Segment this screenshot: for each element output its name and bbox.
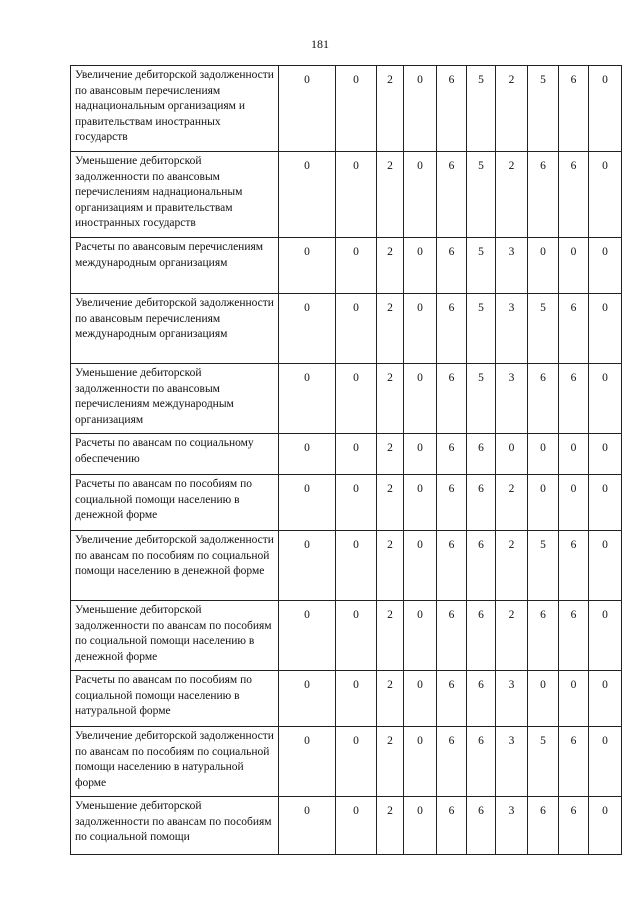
code-digit-3: 2: [377, 434, 404, 475]
code-digit-8: 0: [528, 475, 559, 531]
code-digit-4: 0: [404, 294, 437, 364]
code-digit-4: 0: [404, 434, 437, 475]
code-digit-9: 6: [559, 66, 589, 152]
row-label: Увеличение дебиторской задолженности по авансовым перечислениям международным организациям: [71, 294, 279, 364]
table-row: [71, 601, 622, 671]
row-label: Расчеты по авансам по социальному обеспечению: [71, 434, 279, 475]
code-digit-7: 3: [496, 797, 528, 855]
code-digit-6: 6: [467, 475, 496, 531]
code-digit-3: 2: [377, 238, 404, 294]
code-digit-6: 5: [467, 66, 496, 152]
row-label: Уменьшение дебиторской задолженности по авансам по пособиям по социальной помощи населению в денежной форме: [71, 601, 279, 671]
code-digit-3: 2: [377, 671, 404, 727]
code-digit-7: 3: [496, 294, 528, 364]
code-digit-5: 6: [437, 531, 467, 601]
code-digit-3: 2: [377, 475, 404, 531]
code-digit-9: 6: [559, 531, 589, 601]
code-digit-7: 3: [496, 364, 528, 434]
code-digit-6: 6: [467, 531, 496, 601]
code-digit-7: 2: [496, 531, 528, 601]
code-digit-10: 0: [589, 531, 622, 601]
code-digit-1: 0: [279, 66, 336, 152]
code-digit-6: 6: [467, 601, 496, 671]
code-digit-1: 0: [279, 364, 336, 434]
code-digit-4: 0: [404, 152, 437, 238]
code-digit-10: 0: [589, 66, 622, 152]
code-digit-4: 0: [404, 66, 437, 152]
row-label: Расчеты по авансам по пособиям по социальной помощи населению в натуральной форме: [71, 671, 279, 727]
code-digit-1: 0: [279, 531, 336, 601]
code-digit-3: 2: [377, 727, 404, 797]
row-label: Расчеты по авансам по пособиям по социальной помощи населению в денежной форме: [71, 475, 279, 531]
code-digit-8: 6: [528, 364, 559, 434]
code-digit-4: 0: [404, 601, 437, 671]
table-row: [71, 294, 622, 364]
code-digit-5: 6: [437, 434, 467, 475]
code-digit-6: 6: [467, 434, 496, 475]
code-digit-9: 6: [559, 727, 589, 797]
code-digit-7: 0: [496, 434, 528, 475]
code-digit-5: 6: [437, 294, 467, 364]
code-digit-5: 6: [437, 66, 467, 152]
code-digit-1: 0: [279, 727, 336, 797]
code-digit-10: 0: [589, 152, 622, 238]
code-digit-7: 2: [496, 475, 528, 531]
table-row: [71, 364, 622, 434]
code-digit-2: 0: [336, 294, 377, 364]
row-label: Уменьшение дебиторской задолженности по авансам по пособиям по социальной помощи: [71, 797, 279, 855]
code-digit-10: 0: [589, 671, 622, 727]
row-label: Увеличение дебиторской задолженности по авансовым перечислениям наднациональным организациям и правительствам иностранных государств: [71, 66, 279, 152]
code-digit-10: 0: [589, 364, 622, 434]
code-digit-2: 0: [336, 364, 377, 434]
table-row: [71, 238, 622, 294]
code-digit-3: 2: [377, 797, 404, 855]
table-row: [71, 531, 622, 601]
code-digit-5: 6: [437, 601, 467, 671]
code-digit-10: 0: [589, 797, 622, 855]
code-digit-8: 0: [528, 238, 559, 294]
code-digit-8: 6: [528, 797, 559, 855]
code-digit-2: 0: [336, 434, 377, 475]
code-digit-10: 0: [589, 434, 622, 475]
code-digit-1: 0: [279, 671, 336, 727]
table-row: [71, 152, 622, 238]
code-digit-9: 0: [559, 475, 589, 531]
code-digit-5: 6: [437, 364, 467, 434]
code-digit-10: 0: [589, 475, 622, 531]
code-digit-8: 5: [528, 531, 559, 601]
table-body: [71, 66, 622, 855]
code-digit-3: 2: [377, 66, 404, 152]
code-digit-3: 2: [377, 601, 404, 671]
code-digit-5: 6: [437, 152, 467, 238]
code-digit-8: 0: [528, 671, 559, 727]
code-digit-2: 0: [336, 727, 377, 797]
code-digit-1: 0: [279, 238, 336, 294]
code-digit-1: 0: [279, 601, 336, 671]
code-digit-7: 3: [496, 727, 528, 797]
code-digit-8: 0: [528, 434, 559, 475]
code-digit-10: 0: [589, 601, 622, 671]
code-digit-3: 2: [377, 294, 404, 364]
code-digit-10: 0: [589, 294, 622, 364]
code-digit-7: 3: [496, 238, 528, 294]
code-digit-9: 6: [559, 152, 589, 238]
code-digit-2: 0: [336, 238, 377, 294]
code-digit-9: 6: [559, 601, 589, 671]
row-label: Расчеты по авансовым перечислениям международным организациям: [71, 238, 279, 294]
table-row: [71, 434, 622, 475]
code-digit-4: 0: [404, 238, 437, 294]
row-label: Увеличение дебиторской задолженности по авансам по пособиям по социальной помощи населению в натуральной форме: [71, 727, 279, 797]
table-row: [71, 727, 622, 797]
row-label: Уменьшение дебиторской задолженности по авансовым перечислениям международным организациям: [71, 364, 279, 434]
code-digit-9: 0: [559, 671, 589, 727]
code-digit-1: 0: [279, 434, 336, 475]
code-digit-6: 6: [467, 727, 496, 797]
code-digit-8: 5: [528, 66, 559, 152]
table-row: [71, 671, 622, 727]
code-digit-10: 0: [589, 727, 622, 797]
code-digit-5: 6: [437, 238, 467, 294]
code-digit-8: 6: [528, 601, 559, 671]
code-digit-7: 3: [496, 671, 528, 727]
code-digit-3: 2: [377, 531, 404, 601]
row-label: Уменьшение дебиторской задолженности по авансовым перечислениям наднациональным организациям и правительствам иностранных государств: [71, 152, 279, 238]
code-digit-9: 6: [559, 294, 589, 364]
code-digit-1: 0: [279, 294, 336, 364]
code-digit-6: 6: [467, 797, 496, 855]
code-digit-8: 5: [528, 294, 559, 364]
code-digit-6: 5: [467, 294, 496, 364]
code-digit-6: 5: [467, 364, 496, 434]
code-digit-5: 6: [437, 797, 467, 855]
code-digit-5: 6: [437, 671, 467, 727]
code-digit-7: 2: [496, 66, 528, 152]
code-digit-1: 0: [279, 475, 336, 531]
code-digit-2: 0: [336, 797, 377, 855]
code-digit-7: 2: [496, 601, 528, 671]
table-row: [71, 475, 622, 531]
code-digit-4: 0: [404, 531, 437, 601]
code-digit-8: 6: [528, 152, 559, 238]
code-digit-1: 0: [279, 797, 336, 855]
code-digit-9: 6: [559, 797, 589, 855]
code-digit-2: 0: [336, 152, 377, 238]
code-digit-5: 6: [437, 475, 467, 531]
code-digit-4: 0: [404, 727, 437, 797]
code-digit-6: 6: [467, 671, 496, 727]
budget-code-table: [70, 65, 622, 855]
code-digit-8: 5: [528, 727, 559, 797]
code-digit-2: 0: [336, 601, 377, 671]
code-digit-2: 0: [336, 671, 377, 727]
code-digit-2: 0: [336, 66, 377, 152]
code-digit-6: 5: [467, 152, 496, 238]
code-digit-9: 0: [559, 238, 589, 294]
code-digit-9: 6: [559, 364, 589, 434]
code-digit-1: 0: [279, 152, 336, 238]
code-digit-4: 0: [404, 475, 437, 531]
code-digit-4: 0: [404, 671, 437, 727]
code-digit-2: 0: [336, 531, 377, 601]
code-digit-4: 0: [404, 364, 437, 434]
code-digit-3: 2: [377, 152, 404, 238]
code-digit-3: 2: [377, 364, 404, 434]
table-row: [71, 66, 622, 152]
code-digit-6: 5: [467, 238, 496, 294]
code-digit-2: 0: [336, 475, 377, 531]
code-digit-9: 0: [559, 434, 589, 475]
code-digit-10: 0: [589, 238, 622, 294]
page-number: 181: [311, 37, 329, 51]
table-row: [71, 797, 622, 855]
row-label: Увеличение дебиторской задолженности по авансам по пособиям по социальной помощи населению в денежной форме: [71, 531, 279, 601]
code-digit-5: 6: [437, 727, 467, 797]
code-digit-4: 0: [404, 797, 437, 855]
code-digit-7: 2: [496, 152, 528, 238]
